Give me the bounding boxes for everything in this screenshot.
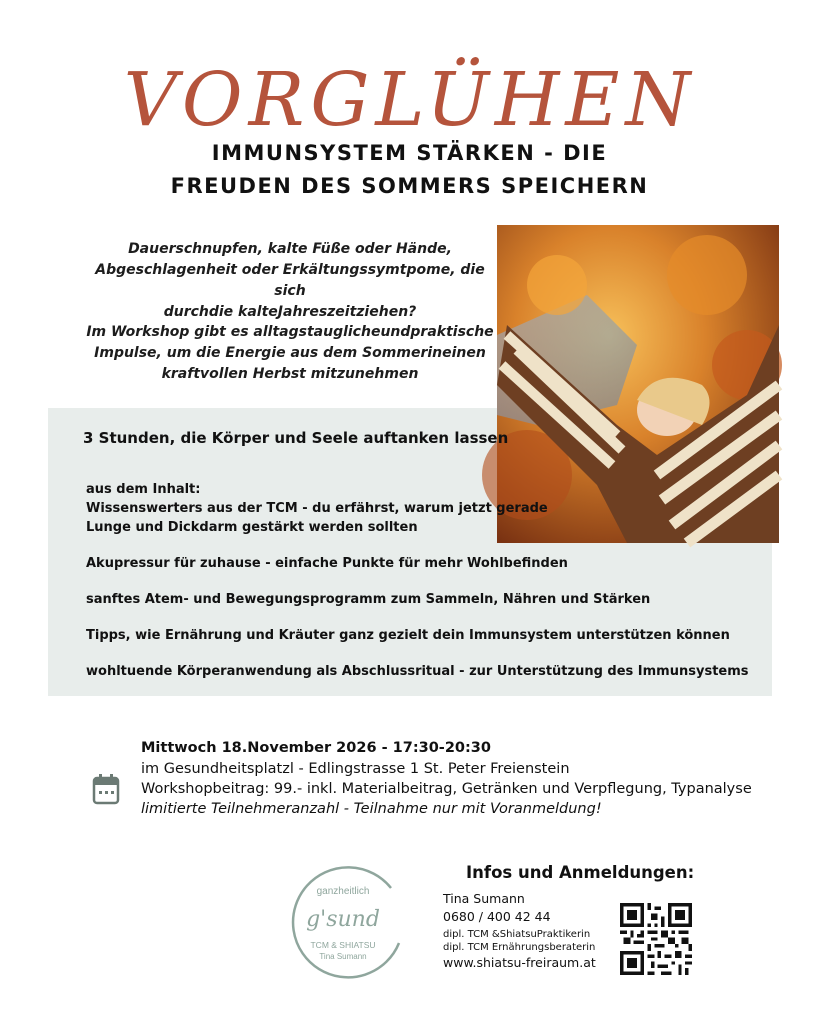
contact-title: Infos und Anmeldungen: <box>466 863 695 882</box>
intro-p1-line: Dauerschnupfen, kalte Füße oder Hände, <box>128 241 452 257</box>
logo-line2: Tina Sumann <box>319 952 367 961</box>
intro-p1-line: durchdie kalteJahreszeitziehen? <box>163 304 417 320</box>
intro-p2-line: kraftvollen Herbst mitzunehmen <box>161 366 419 382</box>
panel-title: 3 Stunden, die Körper und Seele auftanken lassen <box>83 429 509 447</box>
content-item: wohltuende Körperanwendung als Abschlussritual - zur Unterstützung des Immunsystems <box>86 664 749 679</box>
content-item: Wissenswerters aus der TCM - du erfährst, warum jetzt gerade <box>86 501 548 516</box>
calendar-icon <box>92 773 120 809</box>
intro-p2-line: Im Workshop gibt es alltagstauglicheundpraktische <box>86 324 494 340</box>
intro-p2-line: Impulse, um die Energie aus dem Sommerineinen <box>94 345 486 361</box>
content-heading: aus dem Inhalt: <box>86 482 201 497</box>
content-item: sanftes Atem- und Bewegungsprogramm zum Sammeln, Nähren und Stärken <box>86 592 651 607</box>
contact-role-2: dipl. TCM Ernährungsberaterin <box>443 942 596 953</box>
contact-name: Tina Sumann <box>443 891 525 906</box>
event-fee: Workshopbeitrag: 99.- inkl. Materialbeitrag, Getränken und Verpflegung, Typanalyse <box>141 781 752 797</box>
content-item: Lunge und Dickdarm gestärkt werden sollten <box>86 520 418 535</box>
event-date: Mittwoch 18.November 2026 - 17:30-20:30 <box>141 740 491 756</box>
content-item: Akupressur für zuhause - einfache Punkte für mehr Wohlbefinden <box>86 556 568 571</box>
contact-role-1: dipl. TCM &ShiatsuPraktikerin <box>443 929 591 940</box>
contact-website-link[interactable]: www.shiatsu-freiraum.at <box>443 955 596 970</box>
intro-paragraph-1 <box>80 239 500 323</box>
autumn-photo <box>497 225 779 543</box>
intro-p1-line: Abgeschlagenheit oder Erkältungssymtpome, die sich <box>95 262 485 299</box>
script-title-text: VORGLÜHEN <box>123 57 696 143</box>
qr-code[interactable] <box>620 903 692 979</box>
logo-script-text: g'sund <box>306 907 380 932</box>
event-note: limitierte Teilnehmeranzahl - Teilnahme nur mit Voranmeldung! <box>141 801 602 817</box>
headline-line-2: FREUDEN DES SOMMERS SPEICHERN <box>170 174 649 198</box>
event-location: im Gesundheitsplatzl - Edlingstrasse 1 St. Peter Freienstein <box>141 761 570 777</box>
logo-top-text: ganzheitlich <box>316 886 370 897</box>
logo-line1: TCM & SHIATSU <box>310 940 376 950</box>
brand-logo <box>281 858 411 988</box>
contact-phone[interactable]: 0680 / 400 42 44 <box>443 909 551 924</box>
intro-paragraph-2 <box>80 322 500 385</box>
script-title <box>0 40 819 143</box>
content-item: Tipps, wie Ernährung und Kräuter ganz gezielt dein Immunsystem unterstützen können <box>86 628 730 643</box>
headline-line-1: IMMUNSYSTEM STÄRKEN - DIE <box>211 141 608 165</box>
